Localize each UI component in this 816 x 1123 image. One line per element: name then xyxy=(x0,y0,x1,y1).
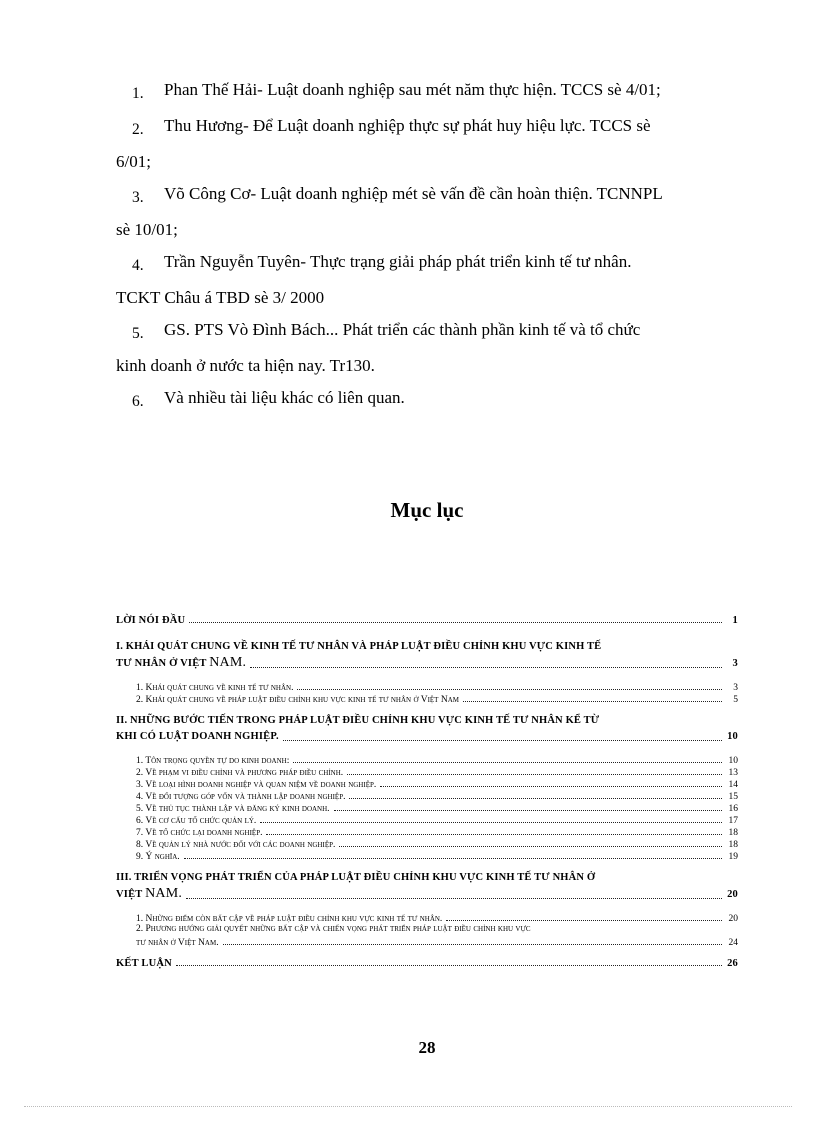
toc-subentry[interactable]: 1. Những điểm còn bất cập về pháp luật điều chỉnh khu vực kinh tế tư nhân. 20 xyxy=(136,914,738,924)
toc-subentry[interactable]: 2. Về phạm vi điều chỉnh và phương pháp điều chỉnh. 13 xyxy=(136,768,738,778)
toc-subentry[interactable]: 2. Khái quát chung về pháp luật điều chỉnh khu vực kinh tế tư nhân ở Việt Nam 5 xyxy=(136,695,738,705)
toc-subentry[interactable]: 1. Khái quát chung về kinh tế tư nhân. 3 xyxy=(136,683,738,693)
toc-subentry[interactable]: 5. Về thủ tục thành lập và đăng ký kinh doanh. 16 xyxy=(136,804,738,814)
reference-item: 1. Phan Thế Hải- Luật doanh nghiệp sau mét năm thực hiện. TCCS sè 4/01; xyxy=(132,80,661,102)
toc-subentry[interactable]: 6. Về cơ cấu tổ chức quản lý. 17 xyxy=(136,816,738,826)
toc-subentry[interactable]: 2. Phương hướng giải quyết những bất cập và chiến vọng phát triển pháp luật điều chỉnh khu vực tư nhân ở Việt Nam. 24 xyxy=(136,924,738,948)
toc-entry-section-3[interactable]: III. TRIỂN VỌNG PHÁT TRIỂN CỦA PHÁP LUẬT ĐIỀU CHỈNH KHU VỰC KINH TẾ TƯ NHÂN Ở VIỆT NAM. 20 xyxy=(116,872,738,901)
table-of-contents xyxy=(116,615,738,969)
toc-subentry[interactable]: 3. Về loại hình doanh nghiệp và quan niệm về doanh nghiệp. 14 xyxy=(136,780,738,790)
reference-item: 4. Trần Nguyễn Tuyên- Thực trạng giải pháp phát triển kinh tế tư nhân. TCKT Châu á TBD sè 3/ 2000 xyxy=(116,252,632,307)
toc-subentry[interactable]: 7. Về tổ chức lại doanh nghiệp. 18 xyxy=(136,828,738,838)
toc-entry-section-2[interactable]: II. NHỮNG BƯỚC TIẾN TRONG PHÁP LUẬT ĐIỀU CHỈNH KHU VỰC KINH TẾ TƯ NHÂN KỂ TỪ KHI CÓ LUẬT DOANH NGHIỆP. 10 xyxy=(116,715,738,742)
toc-subentry[interactable]: 1. Tôn trọng quyền tự do kinh doanh: 10 xyxy=(136,756,738,766)
toc-entry-section-1[interactable]: I. KHÁI QUÁT CHUNG VỀ KINH TẾ TƯ NHÂN VÀ PHÁP LUẬT ĐIỀU CHỈNH KHU VỰC KINH TẾ TƯ NHÂN Ở VIỆT NAM. 3 xyxy=(116,641,738,670)
toc-title: Mục lục xyxy=(390,498,464,522)
reference-item: 3. Võ Công Cơ- Luật doanh nghiệp mét sè vấn đề cần hoàn thiện. TCNNPL sè 10/01; xyxy=(116,184,663,239)
footer-divider xyxy=(24,1106,792,1107)
toc-subentry[interactable]: 4. Về đối tượng góp vốn và thành lập doanh nghiệp. 15 xyxy=(136,792,738,802)
reference-item: 6. Và nhiều tài liệu khác có liên quan. xyxy=(132,388,405,410)
reference-item: 5. GS. PTS Vò Đình Bách... Phát triển các thành phần kinh tế và tổ chức kinh doanh ở nước ta hiện nay. Tr130. xyxy=(116,320,641,375)
toc-entry-intro[interactable]: LỜI NÓI ĐẦU 1 xyxy=(116,615,738,626)
reference-list xyxy=(116,74,730,418)
reference-item: 2. Thu Hương- Để Luật doanh nghiệp thực sự phát huy hiệu lực. TCCS sè 6/01; xyxy=(116,116,651,171)
page-number: 28 xyxy=(418,1038,436,1057)
toc-entry-conclusion[interactable]: KẾT LUẬN 26 xyxy=(116,958,738,969)
toc-subentry[interactable]: 8. Về quản lý nhà nước đối với các doanh nghiệp. 18 xyxy=(136,840,738,850)
toc-subentry[interactable]: 9. Ý nghĩa. 19 xyxy=(136,852,738,862)
